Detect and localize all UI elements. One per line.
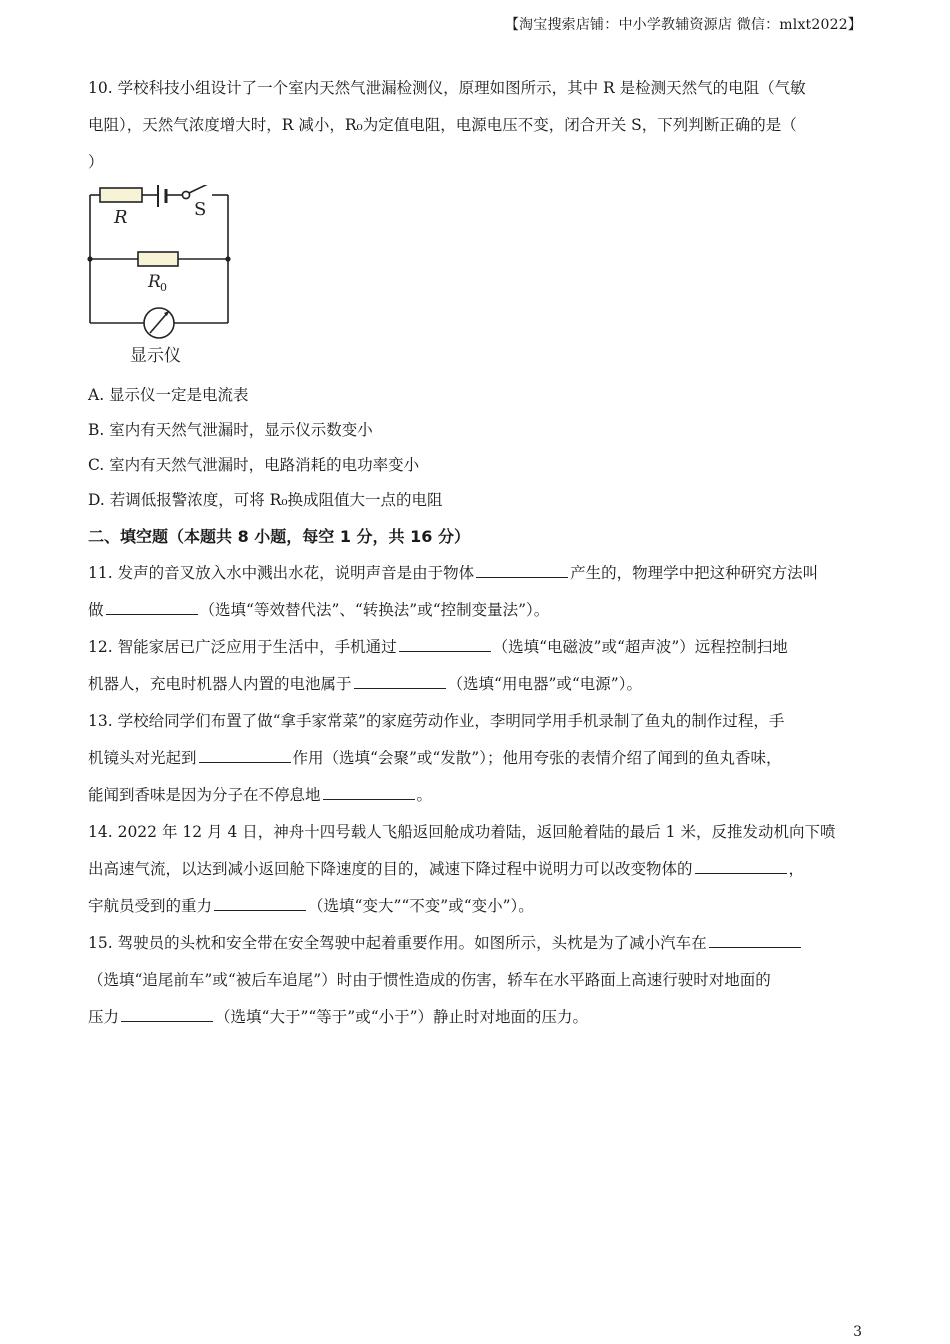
q14-text-e: （选填“变大”“不变”或“变小”）。 [308, 897, 534, 915]
q14-line3 [88, 888, 860, 925]
label-r0: R [148, 272, 161, 292]
q15-text-c: 压力 [88, 1008, 120, 1026]
circuit-svg [78, 185, 278, 370]
answer-blank[interactable] [354, 672, 446, 689]
section-heading: 二、填空题（本题共 8 小题，每空 1 分，共 16 分） [88, 527, 470, 546]
q15-line3 [88, 999, 860, 1036]
q15-text-a: 15. 驾驶员的头枕和安全带在安全驾驶中起着重要作用。如图所示，头枕是为了减小汽车在 [88, 934, 707, 952]
q10-line1: 10. 学校科技小组设计了一个室内天然气泄漏检测仪，原理如图所示，其中 R 是检测天然气的电阻（气敏 [88, 79, 806, 97]
q11-text-b: 产生的，物理学中把这种研究方法叫 [570, 564, 819, 582]
page-content [88, 70, 860, 1036]
page-header: 【淘宝搜索店铺：中小学教辅资源店 微信：mlxt2022】 [504, 17, 862, 33]
page-number: 3 [853, 1324, 862, 1340]
answer-blank[interactable] [106, 598, 198, 615]
label-r0-subscript: 0 [160, 281, 167, 294]
q11-line2 [88, 592, 860, 629]
q12-text-b: （选填“电磁波”或“超声波”）远程控制扫地 [492, 638, 788, 656]
label-meter: 显示仪 [130, 346, 181, 366]
q10-option-c: C. 室内有天然气泄漏时，电路消耗的电功率变小 [88, 456, 420, 474]
q10-option-b: B. 室内有天然气泄漏时，显示仪示数变小 [88, 421, 373, 439]
q13-text-c: 作用（选填“会聚”或“发散”）；他用夸张的表情介绍了闻到的鱼丸香味， [292, 749, 782, 767]
q11-text-a: 11. 发声的音叉放入水中溅出水花，说明声音是由于物体 [88, 564, 475, 582]
answer-blank[interactable] [323, 783, 415, 800]
label-switch: S [194, 199, 207, 220]
q13-text-e: 。 [416, 786, 433, 804]
q12-line1 [88, 629, 860, 666]
q13-line1: 13. 学校给同学们布置了做“拿手家常菜”的家庭劳动作业，李明同学用手机录制了鱼丸的制作过程，手 [88, 712, 785, 730]
q10-line2: 电阻），天然气浓度增大时，R 减小，R₀为定值电阻，电源电压不变，闭合开关 S，下列判断正确的是（ [88, 116, 797, 134]
q10-line3: ） [88, 153, 104, 171]
answer-blank[interactable] [121, 1005, 213, 1022]
q14-line2 [88, 851, 860, 888]
q12-line2 [88, 666, 860, 703]
circuit-diagram [78, 185, 278, 370]
q14-text-d: 宇航员受到的重力 [88, 897, 213, 915]
q14-text-b: 出高速气流，以达到减小返回舱下降速度的目的，减速下降过程中说明力可以改变物体的 [88, 860, 693, 878]
q12-text-c: 机器人，充电时机器人内置的电池属于 [88, 675, 352, 693]
q13-text-b: 机镜头对光起到 [88, 749, 197, 767]
q10-option-d: D. 若调低报警浓度，可将 R₀换成阻值大一点的电阻 [88, 491, 443, 509]
answer-blank[interactable] [695, 857, 787, 874]
q14-text-c: ， [788, 860, 805, 878]
answer-blank[interactable] [476, 561, 568, 578]
label-r: R [114, 207, 128, 228]
q13-line2 [88, 740, 860, 777]
q15-line1 [88, 925, 860, 962]
q10-option-a: A. 显示仪一定是电流表 [88, 386, 249, 404]
answer-blank[interactable] [709, 931, 801, 948]
answer-blank[interactable] [199, 746, 291, 763]
q13-line3 [88, 777, 860, 814]
q14-line1: 14. 2022 年 12 月 4 日，神舟十四号载人飞船返回舱成功着陆，返回舱着陆的最后 1 米，反推发动机向下喷 [88, 823, 836, 841]
q15-text-d: （选填“大于”“等于”或“小于”）静止时对地面的压力。 [215, 1008, 589, 1026]
q12-text-d: （选填“用电器”或“电源”）。 [447, 675, 642, 693]
q15-line2: （选填“追尾前车”或“被后车追尾”）时由于惯性造成的伤害，轿车在水平路面上高速行驶时对地面的 [88, 971, 771, 989]
q11-line1 [88, 555, 860, 592]
q13-text-d: 能闻到香味是因为分子在不停息地 [88, 786, 321, 804]
answer-blank[interactable] [399, 635, 491, 652]
q12-text-a: 12. 智能家居已广泛应用于生活中，手机通过 [88, 638, 397, 656]
q11-text-c: 做 [88, 601, 104, 619]
q11-text-d: （选填“等效替代法”、“转换法”或“控制变量法”）。 [199, 601, 550, 619]
answer-blank[interactable] [214, 894, 306, 911]
